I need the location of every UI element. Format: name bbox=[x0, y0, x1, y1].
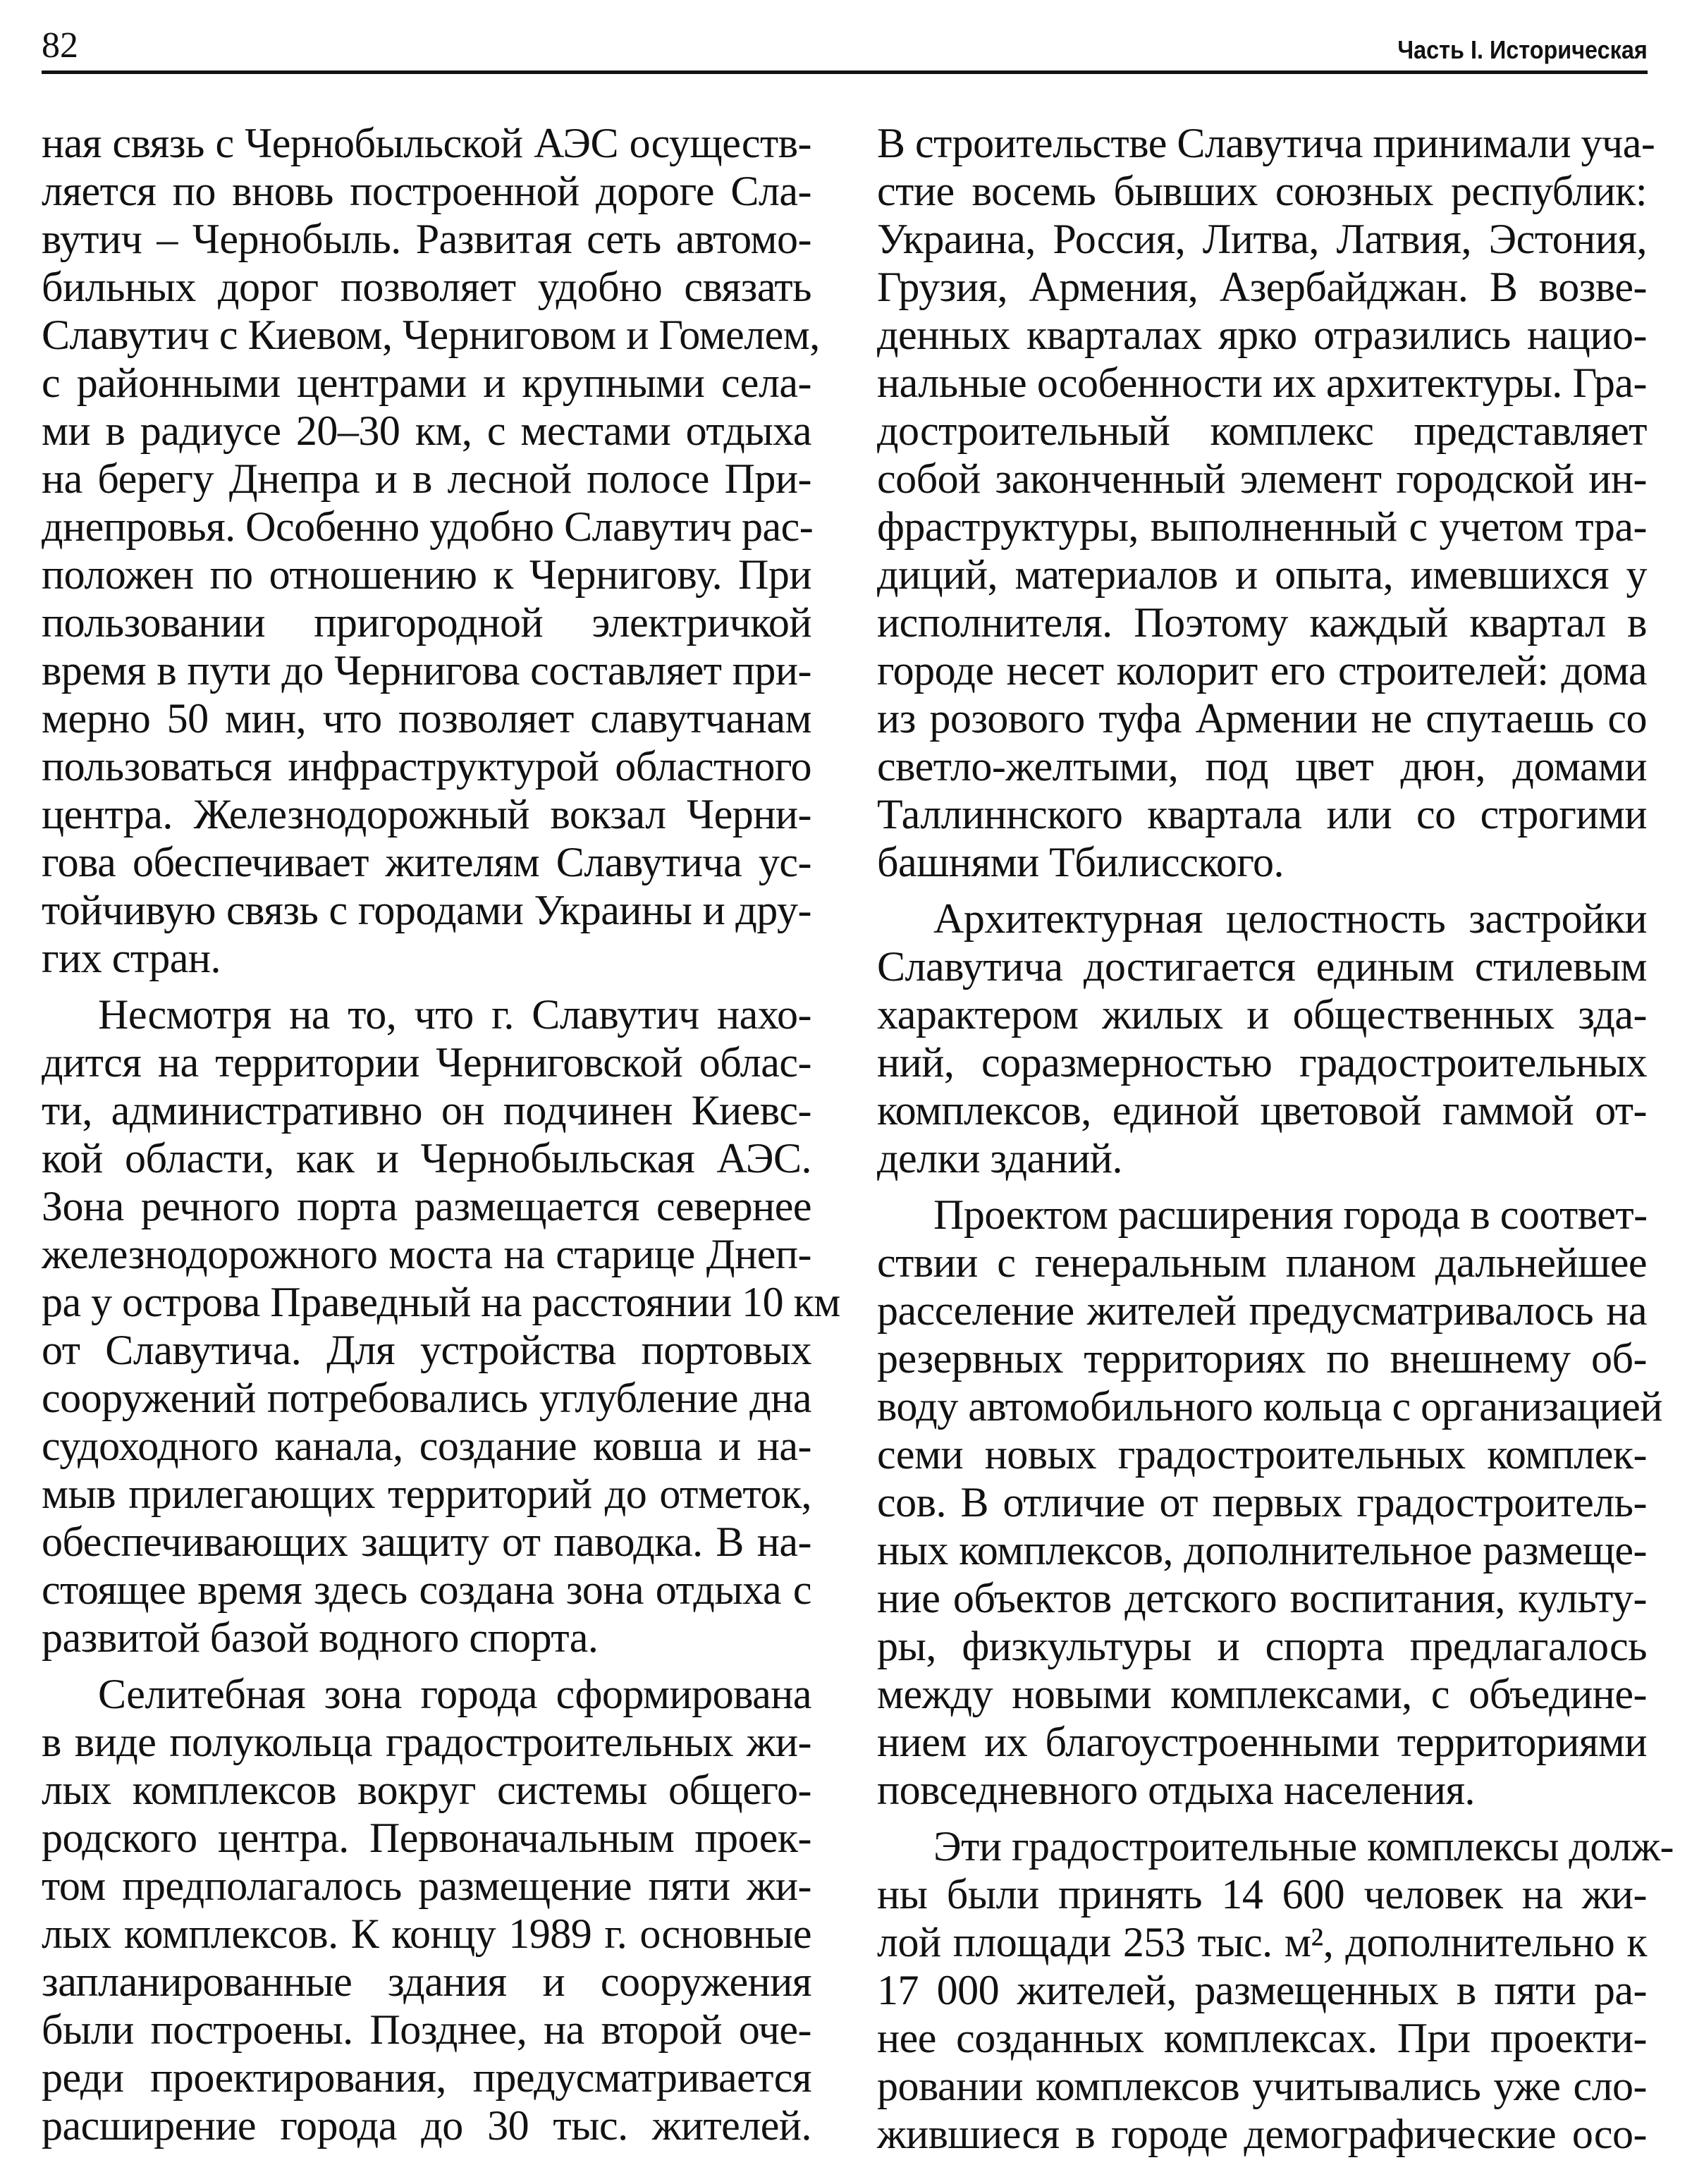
text-line: достроительный комплекс представляет bbox=[877, 407, 1647, 454]
text-line: железнодорожного моста на старице Днеп- bbox=[42, 1231, 811, 1277]
text-line: положен по отношению к Чернигову. При bbox=[42, 551, 811, 598]
text-line: характером жилых и общественных зда- bbox=[877, 991, 1647, 1038]
text-line: Архитектурная целостность застройки bbox=[933, 895, 1647, 942]
text-line: лых комплексов. К концу 1989 г. основные bbox=[42, 1910, 811, 1957]
paragraph bbox=[877, 1191, 1662, 1814]
text-line: ны были принять 14 600 человек на жи- bbox=[877, 1871, 1647, 1918]
paragraph bbox=[42, 1670, 811, 2149]
text-line: ствии с генеральным планом дальнейшее bbox=[877, 1239, 1647, 1286]
text-line: ных комплексов, дополнительное размеще- bbox=[877, 1527, 1647, 1573]
text-line: Украина, Россия, Литва, Латвия, Эстония, bbox=[877, 216, 1647, 262]
running-title: Часть I. Историческая bbox=[1397, 35, 1648, 64]
text-line: воду автомобильного кольца с организацией bbox=[877, 1383, 1662, 1430]
text-line: том предполагалось размещение пяти жи- bbox=[42, 1863, 811, 1909]
text-line: кой области, как и Чернобыльская АЭС. bbox=[42, 1135, 811, 1182]
text-line: денных кварталах ярко отразились нацио- bbox=[877, 312, 1647, 358]
text-line: мыв прилегающих территорий до отметок, bbox=[42, 1471, 811, 1517]
text-line: реди проектирования, предусматривается bbox=[42, 2054, 811, 2101]
text-line: нием их благоустроенными территориями bbox=[877, 1719, 1647, 1765]
text-line: ляется по вновь построенной дороге Сла- bbox=[42, 168, 811, 214]
paragraph bbox=[877, 119, 1655, 886]
text-line: светло-желтыми, под цвет дюн, домами bbox=[877, 743, 1647, 790]
text-line: семи новых градостроительных комплек- bbox=[877, 1431, 1647, 1478]
text-line: Несмотря на то, что г. Славутич нахо- bbox=[98, 991, 811, 1038]
text-line: гова обеспечивает жителям Славутича ус- bbox=[42, 839, 811, 885]
text-line: лой площади 253 тыс. м², дополнительно к bbox=[877, 1919, 1647, 1965]
text-line: обеспечивающих защиту от паводка. В на- bbox=[42, 1519, 811, 1565]
text-line: Грузия, Армения, Азербайджан. В возве- bbox=[877, 264, 1647, 310]
text-line: тойчивую связь с городами Украины и дру- bbox=[42, 887, 811, 933]
text-line: родского центра. Первоначальным проек- bbox=[42, 1815, 811, 1861]
paragraph bbox=[877, 895, 1647, 1182]
text-line: делки зданий. bbox=[877, 1135, 1122, 1182]
text-line: время в пути до Чернигова составляет при- bbox=[42, 647, 811, 694]
text-line: нее созданных комплексах. При проекти- bbox=[877, 2015, 1647, 2061]
header-rule bbox=[42, 70, 1648, 74]
text-line: ми в радиусе 20–30 км, с местами отдыха bbox=[42, 407, 811, 454]
text-line: Проектом расширения города в соответ- bbox=[933, 1191, 1648, 1238]
text-line: ти, административно он подчинен Киевс- bbox=[42, 1087, 811, 1134]
text-line: лых комплексов вокруг системы общего- bbox=[42, 1767, 811, 1813]
text-line: стоящее время здесь создана зона отдыха с bbox=[42, 1566, 811, 1613]
text-line: сов. В отличие от первых градостроитель- bbox=[877, 1479, 1647, 1526]
text-line: 17 000 жителей, размещенных в пяти ра- bbox=[877, 1967, 1647, 2013]
text-line: комплексов, единой цветовой гаммой от- bbox=[877, 1087, 1647, 1134]
text-line: центра. Железнодорожный вокзал Черни- bbox=[42, 791, 811, 838]
left-column bbox=[42, 119, 840, 2149]
right-column bbox=[877, 119, 1674, 2158]
text-line: повседневного отдыха населения. bbox=[877, 1767, 1476, 1813]
text-line: Селитебная зона города сформирована bbox=[98, 1671, 811, 1717]
text-line: В строительстве Славутича принимали уча- bbox=[877, 120, 1655, 166]
text-line: днепровья. Особенно удобно Славутич рас- bbox=[42, 503, 814, 550]
text-line: вутич – Чернобыль. Развитая сеть автомо- bbox=[42, 216, 811, 262]
page-number: 82 bbox=[42, 25, 78, 66]
text-line: ры, физкультуры и спорта предлагалось bbox=[877, 1623, 1647, 1669]
text-line: дится на территории Черниговской облас- bbox=[42, 1039, 811, 1086]
text-line: собой законченный элемент городской ин- bbox=[877, 455, 1647, 502]
text-line: сооружений потребовались углубление дна bbox=[42, 1375, 811, 1421]
text-line: резервных территориях по внешнему об- bbox=[877, 1335, 1647, 1382]
text-line: Славутича достигается единым стилевым bbox=[877, 943, 1647, 990]
text-line: запланированные здания и сооружения bbox=[42, 1958, 811, 2005]
paragraph bbox=[42, 119, 820, 982]
text-line: Славутич с Киевом, Черниговом и Гомелем, bbox=[42, 312, 820, 358]
text-line: жившиеся в городе демографические осо- bbox=[877, 2111, 1647, 2157]
text-line: исполнителя. Поэтому каждый квартал в bbox=[877, 599, 1647, 646]
text-line: на берегу Днепра и в лесной полосе При- bbox=[42, 455, 811, 502]
text-line: Эти градостроительные комплексы долж- bbox=[933, 1823, 1674, 1870]
text-line: гих стран. bbox=[42, 935, 221, 981]
text-line: нальные особенности их архитектуры. Гра- bbox=[877, 360, 1647, 406]
paragraph bbox=[877, 1822, 1674, 2158]
text-line: расселение жителей предусматривалось на bbox=[877, 1287, 1647, 1334]
text-line: пользовании пригородной электричкой bbox=[42, 599, 811, 646]
text-line: городе несет колорит его строителей: дома bbox=[877, 647, 1647, 694]
text-line: стие восемь бывших союзных республик: bbox=[877, 168, 1647, 214]
text-line: в виде полукольца градостроительных жи- bbox=[42, 1719, 811, 1765]
text-line: ние объектов детского воспитания, культу- bbox=[877, 1575, 1647, 1621]
text-line: ра у острова Праведный на расстоянии 10 км bbox=[42, 1279, 840, 1325]
text-line: бильных дорог позволяет удобно связать bbox=[42, 264, 811, 310]
text-line: Зона речного порта размещается севернее bbox=[42, 1183, 811, 1229]
text-line: ровании комплексов учитывались уже сло- bbox=[877, 2063, 1647, 2109]
text-line: башнями Тбилисского. bbox=[877, 839, 1284, 885]
text-line: между новыми комплексами, с объедине- bbox=[877, 1671, 1647, 1717]
text-line: из розового туфа Армении не спутаешь со bbox=[877, 695, 1647, 742]
text-line: от Славутича. Для устройства портовых bbox=[42, 1327, 811, 1373]
text-line: Таллиннского квартала или со строгими bbox=[877, 791, 1647, 838]
text-line: ная связь с Чернобыльской АЭС осуществ- bbox=[42, 120, 811, 166]
paragraph bbox=[42, 990, 840, 1662]
text-line: судоходного канала, создание ковша и на- bbox=[42, 1423, 811, 1469]
text-line: ний, соразмерностью градостроительных bbox=[877, 1039, 1647, 1086]
text-line: развитой базой водного спорта. bbox=[42, 1614, 599, 1661]
text-line: фраструктуры, выполненный с учетом тра- bbox=[877, 503, 1647, 550]
page-header bbox=[42, 21, 1648, 72]
text-line: диций, материалов и опыта, имевшихся у bbox=[877, 551, 1647, 598]
text-line: с районными центрами и крупными села- bbox=[42, 360, 811, 406]
text-line: пользоваться инфраструктурой областного bbox=[42, 743, 811, 790]
text-line: расширение города до 30 тыс. жителей. bbox=[42, 2102, 811, 2149]
text-line: были построены. Позднее, на второй оче- bbox=[42, 2006, 811, 2053]
text-line: мерно 50 мин, что позволяет славутчанам bbox=[42, 695, 811, 742]
